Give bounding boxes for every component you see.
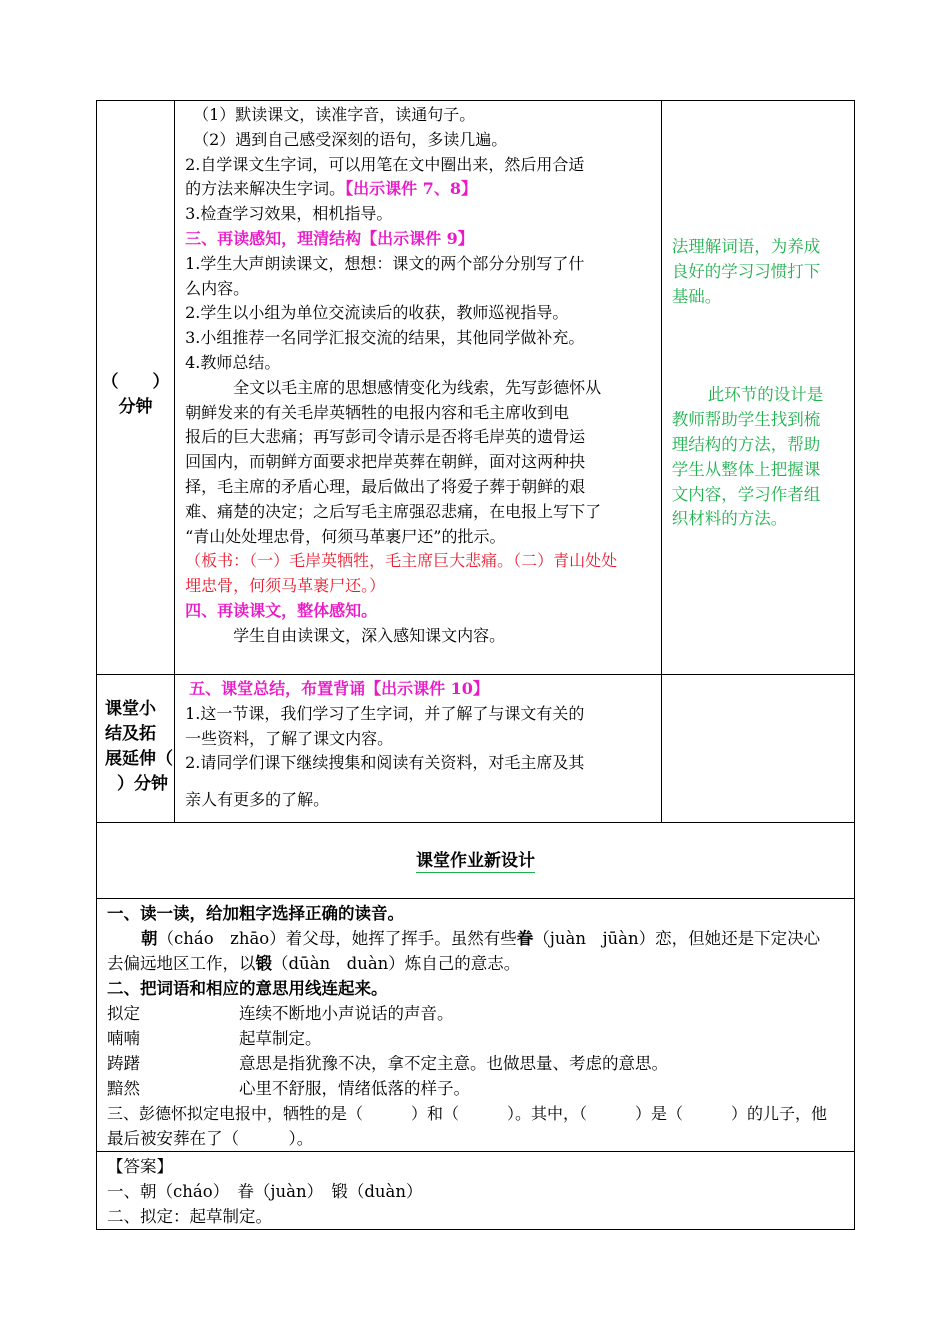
homework-title-cell bbox=[97, 823, 855, 899]
lesson-table bbox=[96, 100, 855, 1230]
lesson-row bbox=[97, 101, 855, 675]
question-2-title: 二、把词语和相应的意思用线连起来。 bbox=[107, 978, 388, 998]
courseware-tag: 【出示课件 7、8】 bbox=[345, 179, 477, 199]
note-line: 基础。 bbox=[671, 286, 722, 306]
section-title: 三、再读感知，理清结构【出示课件 9】 bbox=[185, 228, 474, 248]
board-line: 埋忠骨，何须马革裹尸还。） bbox=[185, 576, 386, 596]
notes-cell bbox=[661, 101, 854, 675]
summary-line: 朝鲜发来的有关毛岸英牺牲的电报内容和毛主席收到电 bbox=[185, 402, 570, 422]
label-line: 课堂小 bbox=[105, 699, 156, 719]
text-line: 4.教师总结。 bbox=[185, 352, 281, 372]
summary-line: 难、痛楚的决定；之后写毛主席强忍悲痛，在电报上写下了 bbox=[185, 501, 602, 521]
label-line: 展延伸（ bbox=[105, 749, 173, 769]
lesson-plan-page bbox=[96, 100, 855, 1230]
note-line: 学生从整体上把握课 bbox=[671, 459, 821, 479]
text-line: 1.学生大声朗读课文，想想：课文的两个部分分别写了什 bbox=[185, 253, 585, 273]
text-line: 的方法来解决生字词。【出示课件 7、8】 bbox=[185, 179, 477, 199]
time-cell bbox=[97, 101, 175, 675]
text-line: 么内容。 bbox=[185, 278, 250, 298]
summary-line: 择，毛主席的矛盾心理，最后做出了将爱子葬于朝鲜的艰 bbox=[185, 476, 586, 496]
label-line: 结及拓 bbox=[105, 724, 156, 744]
homework-title: 课堂作业新设计 bbox=[416, 851, 535, 871]
text-line: 学生自由读课文，深入感知课文内容。 bbox=[233, 625, 506, 645]
note-line: 织材料的方法。 bbox=[671, 509, 788, 529]
note-line: 教师帮助学生找到梳 bbox=[671, 410, 821, 430]
text-line: 2.请同学们课下继续搜集和阅读有关资料，对毛主席及其 bbox=[185, 753, 585, 773]
answer-line: 一、朝（cháo） 眷（juàn） 锻（duàn） bbox=[107, 1181, 423, 1201]
homework-cell bbox=[97, 898, 855, 1151]
question-3-line: 三、彭德怀拟定电报中，牺牲的是（ ）和（ ）。其中，（ ）是（ ）的儿子，他 bbox=[107, 1103, 828, 1123]
homework-title-row bbox=[97, 823, 855, 899]
summary-row bbox=[97, 675, 855, 823]
question-1-title: 一、读一读，给加粗字选择正确的读音。 bbox=[107, 903, 404, 923]
summary-line: 全文以毛主席的思想感情变化为线索，先写彭德怀从 bbox=[233, 377, 602, 397]
answers-cell bbox=[97, 1151, 855, 1229]
section-title: 五、课堂总结，布置背诵【出示课件 10】 bbox=[189, 679, 489, 698]
question-1-line: 去偏远地区工作，以锻（dūàn duàn）炼自己的意志。 bbox=[107, 953, 521, 973]
text-line: 一些资料，了解了课文内容。 bbox=[185, 728, 394, 748]
note-line: 此环节的设计是 bbox=[707, 385, 824, 405]
match-item: 踌躇 意思是指犹豫不决，拿不定主意。也做思量、考虑的意思。 bbox=[107, 1053, 668, 1073]
text-line: 1.这一节课，我们学习了生字词，并了解了与课文有关的 bbox=[185, 703, 585, 723]
summary-line: “青山处处埋忠骨，何须马革裹尸还”的批示。 bbox=[185, 526, 506, 546]
summary-label-cell bbox=[97, 675, 175, 823]
time-label: （ ） 分钟 bbox=[101, 371, 170, 417]
text-line: 3.检查学习效果，相机指导。 bbox=[185, 204, 393, 224]
answers-row bbox=[97, 1151, 855, 1229]
answer-line: 二、拟定：起草制定。 bbox=[107, 1206, 272, 1226]
activity-cell bbox=[175, 101, 662, 675]
summary-notes-cell bbox=[661, 675, 854, 823]
question-1-line: 朝（cháo zhāo）着父母，她挥了挥手。虽然有些眷（juàn jūàn）恋，但她还是下定决心 bbox=[141, 928, 821, 948]
match-item: 喃喃 起草制定。 bbox=[107, 1028, 322, 1048]
note-line: 文内容，学习作者组 bbox=[671, 484, 821, 504]
summary-content-cell bbox=[175, 675, 662, 823]
text-line: 2.自学课文生字词，可以用笔在文中圈出来，然后用合适 bbox=[185, 154, 585, 174]
section-title: 四、再读课文，整体感知。 bbox=[185, 600, 378, 620]
text-line: 2.学生以小组为单位交流读后的收获，教师巡视指导。 bbox=[185, 303, 569, 323]
summary-line: 报后的巨大悲痛；再写彭司令请示是否将毛岸英的遗骨运 bbox=[185, 427, 586, 447]
label-line: ）分钟 bbox=[117, 774, 168, 794]
homework-row bbox=[97, 898, 855, 1151]
answers-title: 【答案】 bbox=[107, 1156, 173, 1176]
match-item: 拟定 连续不断地小声说话的声音。 bbox=[107, 1003, 454, 1023]
text-line: （2）遇到自己感受深刻的语句，多读几遍。 bbox=[193, 129, 508, 149]
match-item: 黯然 心里不舒服，情绪低落的样子。 bbox=[107, 1078, 470, 1098]
text-line: 3.小组推荐一名同学汇报交流的结果，其他同学做补充。 bbox=[185, 328, 585, 348]
note-line: 良好的学习习惯打下 bbox=[671, 261, 821, 281]
text-line: 亲人有更多的了解。 bbox=[185, 790, 330, 810]
note-line: 理结构的方法，帮助 bbox=[671, 434, 821, 454]
board-line: （板书：（一）毛岸英牺牲，毛主席巨大悲痛。（二）青山处处 bbox=[185, 551, 618, 571]
note-line: 法理解词语，为养成 bbox=[671, 237, 821, 256]
text-line: （1）默读课文，读准字音，读通句子。 bbox=[193, 105, 476, 124]
summary-line: 回国内，而朝鲜方面要求把岸英葬在朝鲜，面对这两种抉 bbox=[185, 452, 586, 472]
question-3-line: 最后被安葬在了（ ）。 bbox=[107, 1128, 314, 1148]
